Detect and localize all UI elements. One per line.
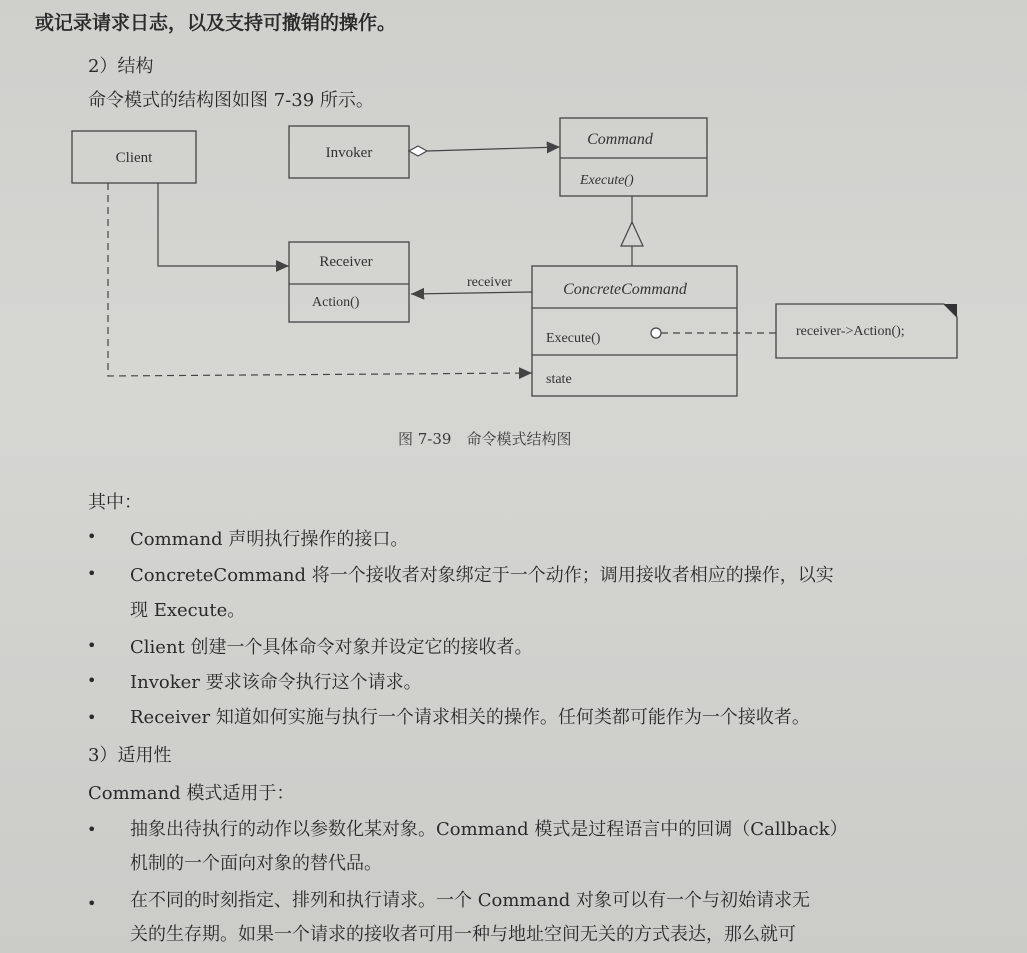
command-operation: Execute()	[580, 173, 634, 188]
where-label: 其中：	[88, 492, 142, 513]
applicability-item-continuation: 关的生存期。如果一个请求的接收者可用一种与地址空间无关的方式表达，那么就可	[130, 924, 796, 945]
bullet-dot: •	[87, 527, 97, 546]
invoker-label: Invoker	[325, 145, 373, 161]
bullet-item: Command 声明执行操作的接口。	[130, 529, 409, 550]
receiver-association	[411, 292, 532, 294]
applicability-item-continuation: 机制的一个面向对象的替代品。	[130, 853, 382, 874]
bullet-item-continuation: 现 Execute。	[130, 600, 246, 621]
bullet-dot: •	[87, 820, 97, 839]
bullet-dot: •	[87, 894, 97, 913]
command-pattern-diagram	[0, 0, 1027, 420]
concrete-command-operation: Execute()	[546, 331, 601, 346]
bullet-item: ConcreteCommand 将一个接收者对象绑定于一个动作；调用接收者相应的操作，以实	[130, 565, 834, 586]
client-receiver-link	[158, 183, 289, 266]
command-name: Command	[587, 131, 653, 148]
section-3-heading: 3）适用性	[88, 745, 172, 766]
concrete-command-name: ConcreteCommand	[563, 281, 687, 298]
bullet-item: Invoker 要求该命令执行这个请求。	[130, 672, 422, 693]
concrete-command-attribute: state	[546, 372, 572, 387]
intro-line: 或记录请求日志，以及支持可撤销的操作。	[35, 12, 397, 34]
figure-caption: 图 7-39 命令模式结构图	[398, 430, 572, 448]
applicability-item: 在不同的时刻指定、排列和执行请求。一个 Command 对象可以有一个与初始请求无	[130, 890, 811, 911]
bullet-item: Receiver 知道如何实施与执行一个请求相关的操作。任何类都可能作为一个接收者。	[130, 707, 810, 728]
receiver-operation: Action()	[312, 295, 360, 310]
bullet-dot: •	[87, 636, 97, 655]
receiver-name: Receiver	[319, 254, 373, 270]
bullet-dot: •	[87, 564, 97, 583]
bullet-dot: •	[87, 708, 97, 727]
note-text: receiver->Action();	[796, 324, 905, 339]
section-2-description: 命令模式的结构图如图 7-39 所示。	[88, 90, 374, 111]
section-2-heading: 2）结构	[88, 56, 154, 77]
client-label: Client	[115, 150, 153, 166]
bullet-dot: •	[87, 671, 97, 690]
applicability-item: 抽象出待执行的动作以参数化某对象。Command 模式是过程语言中的回调（Callback）	[130, 819, 848, 840]
section-3-intro: Command 模式适用于：	[88, 783, 295, 804]
receiver-role-label: receiver	[467, 275, 513, 290]
bullet-item: Client 创建一个具体命令对象并设定它的接收者。	[130, 637, 533, 658]
invoker-command-aggregation	[427, 147, 560, 151]
